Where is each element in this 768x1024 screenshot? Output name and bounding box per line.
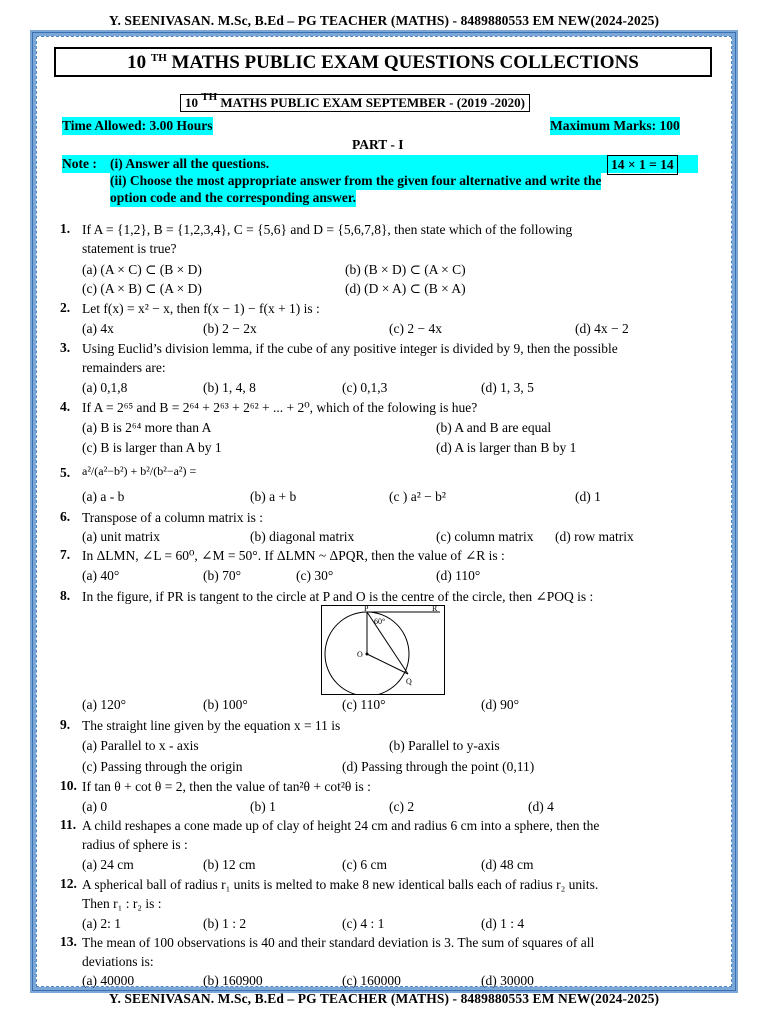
part-heading: PART - I	[352, 137, 404, 152]
option-c: (c ) a² − b²	[389, 489, 446, 504]
exam-heading: 10 $^{TH}$ MATHS PUBLIC EXAM SEPTEMBER - (2019 -2020)	[180, 94, 530, 112]
question-text: If A = 2⁶⁵ and B = 2⁶⁴ + 2⁶³ + 2⁶² + ... + 2⁰, which of the folowing is hue?	[82, 400, 478, 415]
option-d: (d) 90°	[481, 697, 520, 712]
note-instruction-3: option code and the corresponding answer.	[110, 190, 357, 205]
option-b: (b) 1	[250, 799, 276, 814]
question-number: 5.	[60, 465, 71, 480]
option-c: (c) 30°	[296, 568, 334, 583]
option-b: (b) (B × D) ⊂ (A × C)	[345, 262, 466, 277]
option-a: (a) 40°	[82, 568, 120, 583]
question-text: In the figure, if PR is tangent to the circle at P and O is the centre of the circle, then ∠POQ is :	[82, 589, 594, 604]
option-a: (a) a - b	[82, 489, 125, 504]
note-label: Note :	[62, 156, 97, 171]
option-a: (a) 40000	[82, 973, 135, 988]
option-d: (d) 48 cm	[481, 857, 534, 872]
option-a: (a) 24 cm	[82, 857, 134, 872]
option-d: (d) 1, 3, 5	[481, 380, 534, 395]
option-b: (b) 12 cm	[203, 857, 256, 872]
page-footer: Y. SEENIVASAN. M.Sc, B.Ed – PG TEACHER (MATHS) - 8489880553 EM NEW(2024-2025)	[108, 991, 660, 1006]
option-b: (b) a + b	[250, 489, 297, 504]
page-header: Y. SEENIVASAN. M.Sc, B.Ed – PG TEACHER (MATHS) - 8489880553 EM NEW(2024-2025)	[108, 13, 660, 28]
option-b: (b) A and B are equal	[436, 420, 552, 435]
option-a: (a) unit matrix	[82, 529, 160, 544]
question-text: Then r₁ : r₂ is :	[82, 896, 162, 911]
maximum-marks: Maximum Marks: 100	[550, 118, 680, 133]
option-d: (d) (D × A) ⊂ (B × A)	[345, 281, 466, 296]
option-a: (a) B is 2⁶⁴ more than A	[82, 420, 212, 435]
option-c: (c) B is larger than A by 1	[82, 440, 222, 455]
option-a: (a) 0	[82, 799, 108, 814]
option-c: (c) 4 : 1	[342, 916, 385, 931]
question-text: A spherical ball of radius r₁ units is melted to make 8 new identical balls each of radius r₂ units.	[82, 877, 599, 892]
question-text: deviations is:	[82, 954, 154, 969]
question-number: 4.	[60, 399, 71, 414]
document-title: 10 $^{TH}$ MATHS PUBLIC EXAM QUESTIONS COLLECTIONS	[54, 47, 712, 77]
question-text: radius of sphere is :	[82, 837, 188, 852]
question-number: 10.	[60, 778, 77, 793]
option-a: (a) 2: 1	[82, 916, 121, 931]
option-a: (a) (A × C) ⊂ (B × D)	[82, 262, 202, 277]
question-number: 12.	[60, 876, 77, 891]
question-text: If A = {1,2}, B = {1,2,3,4}, C = {5,6} and D = {5,6,7,8}, then state which of the following	[82, 222, 573, 237]
option-b: (b) Parallel to y-axis	[389, 738, 500, 753]
question-text: In ΔLMN, ∠L = 60⁰, ∠M = 50°. If ΔLMN ~ ΔPQR, then the value of ∠R is :	[82, 548, 505, 563]
option-c: (c) 2	[389, 799, 415, 814]
option-c: (c) 110°	[342, 697, 386, 712]
option-a: (a) 120°	[82, 697, 127, 712]
option-b: (b) diagonal matrix	[250, 529, 355, 544]
option-c: (c) 2 − 4x	[389, 321, 442, 336]
question-number: 13.	[60, 934, 77, 949]
option-b: (b) 100°	[203, 697, 248, 712]
question-number: 11.	[60, 817, 77, 832]
question-text: Using Euclid’s division lemma, if the cube of any positive integer is divided by 9, then the possible	[82, 341, 618, 356]
question-text: remainders are:	[82, 360, 166, 375]
time-allowed: Time Allowed: 3.00 Hours	[62, 118, 213, 133]
note-line-1	[62, 155, 698, 173]
option-b: (b) 1 : 2	[203, 916, 247, 931]
label-q: Q	[406, 677, 412, 686]
option-c: (c) Passing through the origin	[82, 759, 243, 774]
option-a: (a) Parallel to x - axis	[82, 738, 199, 753]
question-text: The mean of 100 observations is 40 and their standard deviation is 3. The sum of squares of all	[82, 935, 595, 950]
question-number: 8.	[60, 588, 71, 603]
question-number: 1.	[60, 221, 71, 236]
question-text: The straight line given by the equation x = 11 is	[82, 718, 341, 733]
option-d: (d) 4	[528, 799, 554, 814]
option-b: (b) 1, 4, 8	[203, 380, 256, 395]
note-instruction-2: (ii) Choose the most appropriate answer from the given four alternative and write the	[110, 173, 602, 188]
option-a: (a) 4x	[82, 321, 114, 336]
option-c: (c) 160000	[342, 973, 401, 988]
option-c: (c) (A × B) ⊂ (A × D)	[82, 281, 202, 296]
option-c: (c) 6 cm	[342, 857, 387, 872]
tangent-circle-figure	[321, 605, 445, 695]
option-d: (d) Passing through the point (0,11)	[342, 759, 535, 774]
question-number: 6.	[60, 509, 71, 524]
question-text: Let f(x) = x² − x, then f(x − 1) − f(x + 1) is :	[82, 301, 320, 316]
question-number: 7.	[60, 547, 71, 562]
option-c: (c) column matrix	[436, 529, 534, 544]
label-r: R	[432, 606, 438, 613]
marks-box: 14 × 1 = 14	[607, 155, 678, 175]
option-d: (d) 1 : 4	[481, 916, 525, 931]
question-number: 2.	[60, 300, 71, 315]
option-b: (b) 160900	[203, 973, 263, 988]
option-a: (a) 0,1,8	[82, 380, 128, 395]
question-number: 3.	[60, 340, 71, 355]
option-d: (d) 1	[575, 489, 601, 504]
option-b: (b) 70°	[203, 568, 242, 583]
option-d: (d) A is larger than B by 1	[436, 440, 577, 455]
label-o: O	[357, 650, 363, 659]
option-d: (d) row matrix	[555, 529, 634, 544]
circle-diagram	[322, 606, 444, 694]
question-text: a²/(a²−b²) + b²/(b²−a²) =	[82, 464, 197, 478]
question-text: If tan θ + cot θ = 2, then the value of tan²θ + cot²θ is :	[82, 779, 371, 794]
label-p: P	[364, 606, 369, 613]
note-instruction-1: (i) Answer all the questions.	[110, 156, 270, 171]
centre-point	[366, 653, 369, 656]
option-d: (d) 4x − 2	[575, 321, 629, 336]
option-d: (d) 30000	[481, 973, 534, 988]
question-text: statement is true?	[82, 241, 177, 256]
question-text: A child reshapes a cone made up of clay of height 24 cm and radius 6 cm into a sphere, then the	[82, 818, 600, 833]
option-d: (d) 110°	[436, 568, 481, 583]
question-text: Transpose of a column matrix is :	[82, 510, 263, 525]
label-angle: 60°	[374, 617, 386, 626]
option-c: (c) 0,1,3	[342, 380, 388, 395]
question-number: 9.	[60, 717, 71, 732]
option-b: (b) 2 − 2x	[203, 321, 257, 336]
